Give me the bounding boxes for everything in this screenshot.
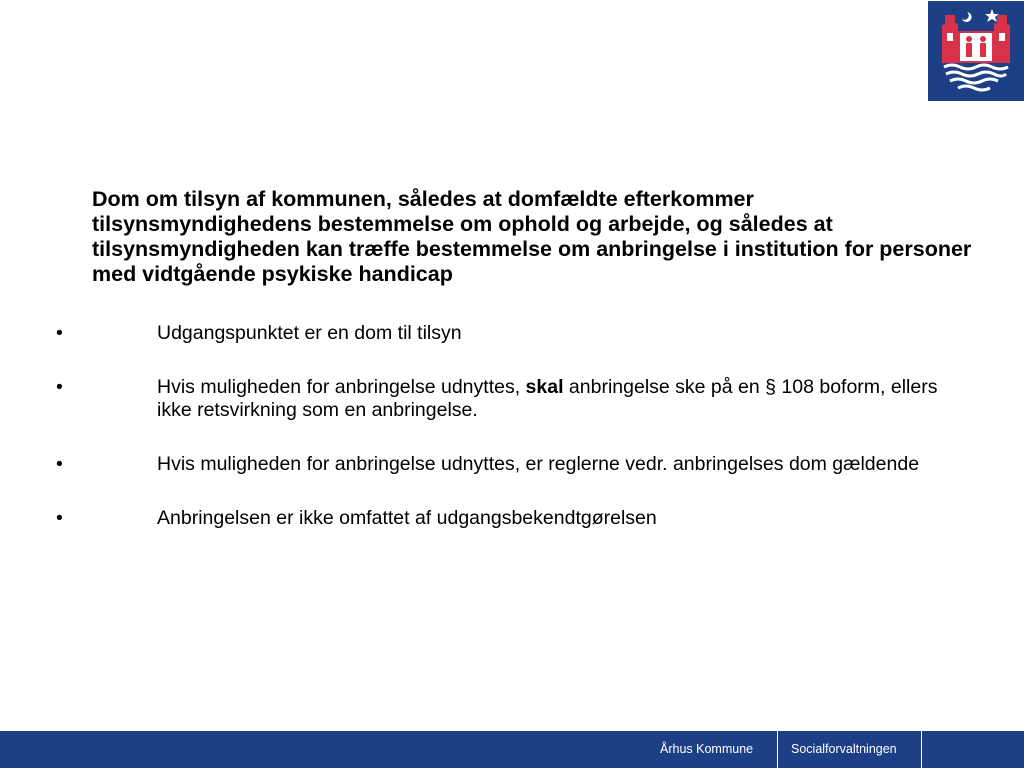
footer-divider-end — [921, 731, 922, 768]
slide-heading: Dom om tilsyn af kommunen, således at domfældte efterkommer tilsynsmyndighedens bestemmelse om ophold og arbejde, og således at tilsynsmyndigheden kan træffe bestemmelse om anbringelse i institution for personer med vidtgående psykiske handicap — [92, 187, 972, 286]
bullet-marker: • — [56, 322, 63, 344]
aarhus-coat-of-arms-icon — [928, 1, 1024, 101]
bullet-text-post: anbringelse ske på en § 108 boform, ellers ikke retsvirkning som en anbringelse. — [157, 376, 938, 421]
footer-bar — [0, 731, 1024, 768]
bullet-text: Hvis muligheden for anbringelse udnyttes, er reglerne vedr. anbringelses dom gældende — [157, 453, 920, 475]
bullet-item — [0, 453, 957, 476]
footer-department: Socialforvaltningen — [791, 742, 897, 756]
bullet-marker: • — [56, 453, 63, 475]
bullet-text-bold: skal — [525, 376, 564, 398]
bullet-text: Anbringelsen er ikke omfattet af udgangsbekendtgørelsen — [157, 507, 657, 529]
bullet-marker: • — [56, 507, 63, 529]
bullet-marker: • — [56, 376, 63, 398]
footer-divider — [777, 731, 778, 768]
bullet-text: Udgangspunktet er en dom til tilsyn — [157, 322, 462, 344]
bullet-text-pre: Hvis muligheden for anbringelse udnyttes, — [157, 376, 526, 398]
bullet-list — [0, 322, 1000, 530]
bullet-item — [0, 376, 957, 422]
coat-of-arms-logo — [928, 1, 1024, 101]
bullet-item — [0, 507, 957, 530]
footer-organization: Århus Kommune — [660, 742, 754, 756]
bullet-item — [0, 322, 957, 345]
